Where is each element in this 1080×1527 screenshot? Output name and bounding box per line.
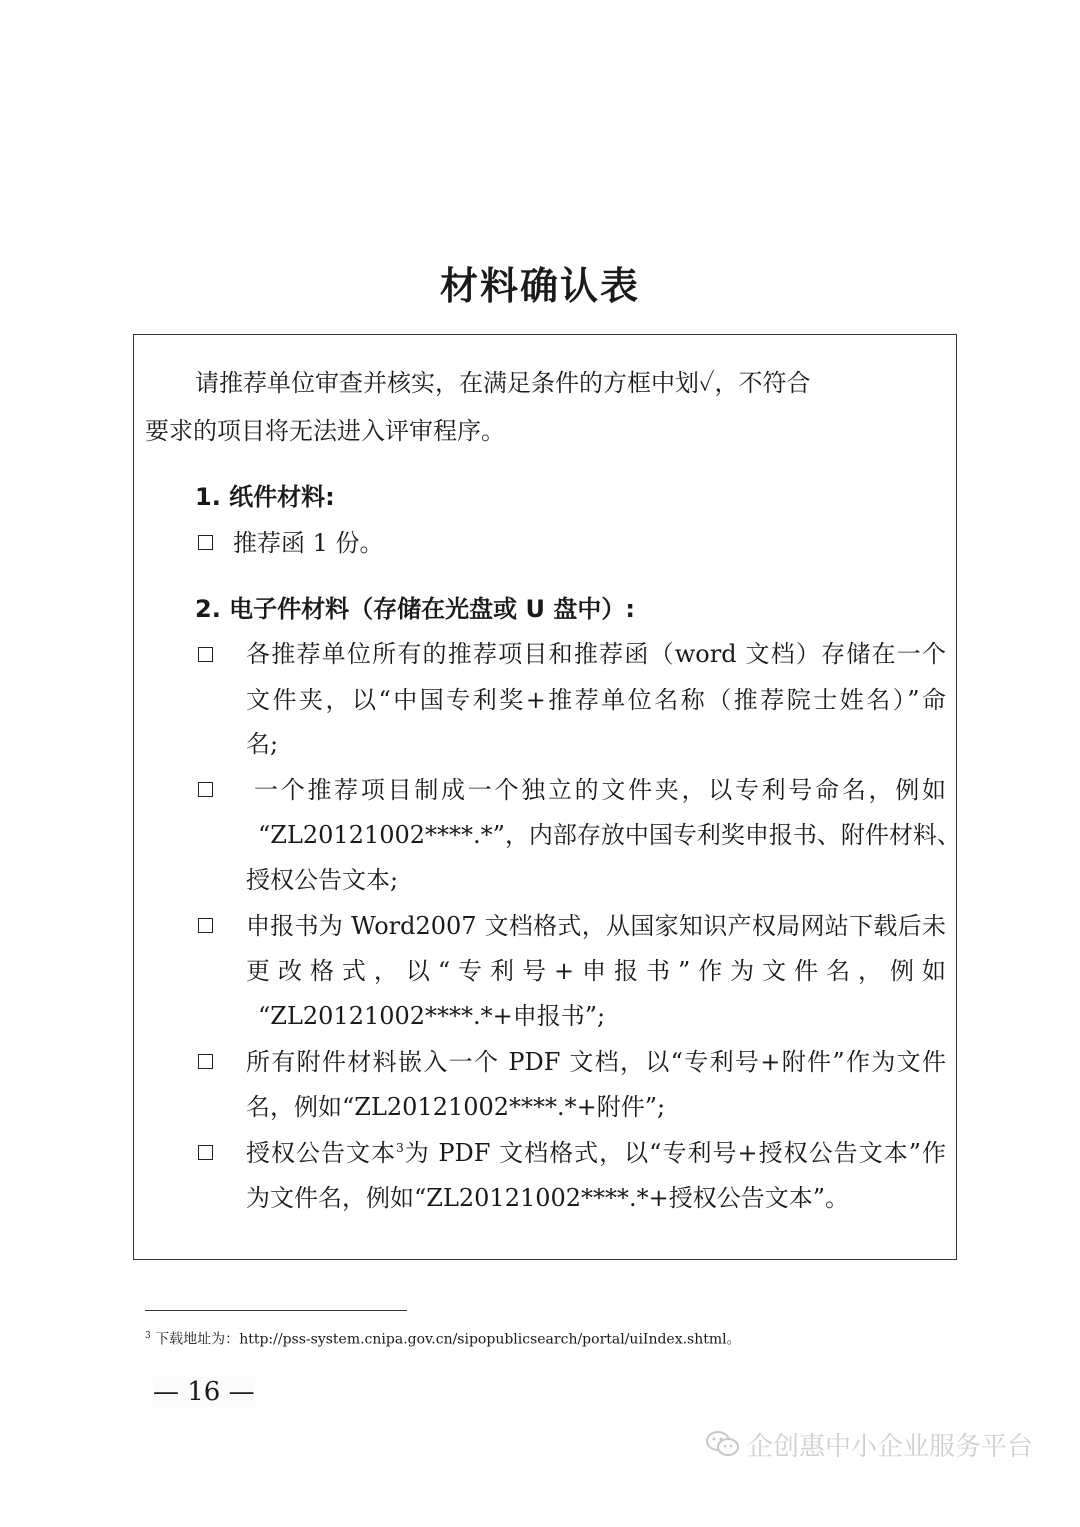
wechat-icon xyxy=(705,1429,741,1459)
item-1-line-1: 各推荐单位所有的推荐项目和推荐函（word 文档）存储在一个 xyxy=(246,640,946,668)
item-3-line-1: 申报书为 Word2007 文档格式，从国家知识产权局网站下载后未 xyxy=(246,912,946,940)
item-3-line-3: “ZL20121002****.*+申报书”; xyxy=(258,1002,606,1030)
checkbox-attachments-pdf[interactable] xyxy=(198,1054,213,1069)
item-5-line-2: 为文件名，例如“ZL20121002****.*+授权公告文本”。 xyxy=(246,1184,850,1212)
item-2-line-1: 一个推荐项目制成一个独立的文件夹，以专利号命名，例如 xyxy=(254,776,946,804)
item-4-line-2: 名，例如“ZL20121002****.*+附件”; xyxy=(246,1093,666,1121)
footnote-mark: 3 xyxy=(145,1331,151,1341)
checkbox-grant-announcement[interactable] xyxy=(198,1145,213,1160)
intro-text-tail: ，不符合 xyxy=(714,369,811,397)
footnote xyxy=(145,1327,741,1349)
checkbox-folder-storage[interactable] xyxy=(198,647,213,662)
item-3-line-2: 更改格式，以“专利号+申报书”作为文件名，例如 xyxy=(246,957,946,985)
intro-text: 请推荐单位审查并核实，在满足条件的方框中划 xyxy=(195,369,699,397)
checkbox-project-folder[interactable] xyxy=(198,782,213,797)
page-title: 材料确认表 xyxy=(439,264,640,308)
footnote-reference: 3 xyxy=(396,1141,404,1155)
item-1-line-3: 名; xyxy=(246,730,279,758)
section-2-heading: 2. 电子件材料（存储在光盘或 U 盘中）: xyxy=(195,595,635,623)
item-1-line-2: 文件夹，以“中国专利奖+推荐单位名称（推荐院士姓名）”命 xyxy=(246,686,946,714)
item-4-line-1: 所有附件材料嵌入一个 PDF 文档，以“专利号+附件”作为文件 xyxy=(246,1048,946,1076)
section-1-item: 推荐函 1 份。 xyxy=(233,529,384,557)
footnote-label: 下载地址为： xyxy=(155,1331,240,1348)
checkbox-recommendation-letter[interactable] xyxy=(198,535,213,550)
item-5-text-a: 授权公告文本 xyxy=(246,1139,397,1167)
footnote-divider xyxy=(145,1310,407,1311)
item-2-line-2: “ZL20121002****.*”，内部存放中国专利奖申报书、附件材料、 xyxy=(258,821,961,849)
footnote-tail: 。 xyxy=(726,1331,741,1348)
checkmark-symbol: ✓ xyxy=(699,369,715,397)
item-5-text-b: 为 PDF 文档格式，以“专利号+授权公告文本”作 xyxy=(403,1139,947,1167)
watermark-text: 企创惠中小企业服务平台 xyxy=(747,1431,1034,1462)
footnote-url[interactable]: http://pss-system.cnipa.gov.cn/sipopublicsearch/portal/uiIndex.shtml xyxy=(239,1331,727,1348)
page-number: — 16 — xyxy=(153,1377,255,1407)
checkbox-application-form[interactable] xyxy=(198,918,213,933)
watermark xyxy=(705,1424,1033,1464)
intro-line-1 xyxy=(195,368,810,398)
section-1-heading: 1. 纸件材料: xyxy=(195,483,335,511)
item-5-line-1 xyxy=(246,1138,946,1168)
item-2-line-3: 授权公告文本; xyxy=(246,866,399,894)
intro-line-2: 要求的项目将无法进入评审程序。 xyxy=(145,417,505,445)
